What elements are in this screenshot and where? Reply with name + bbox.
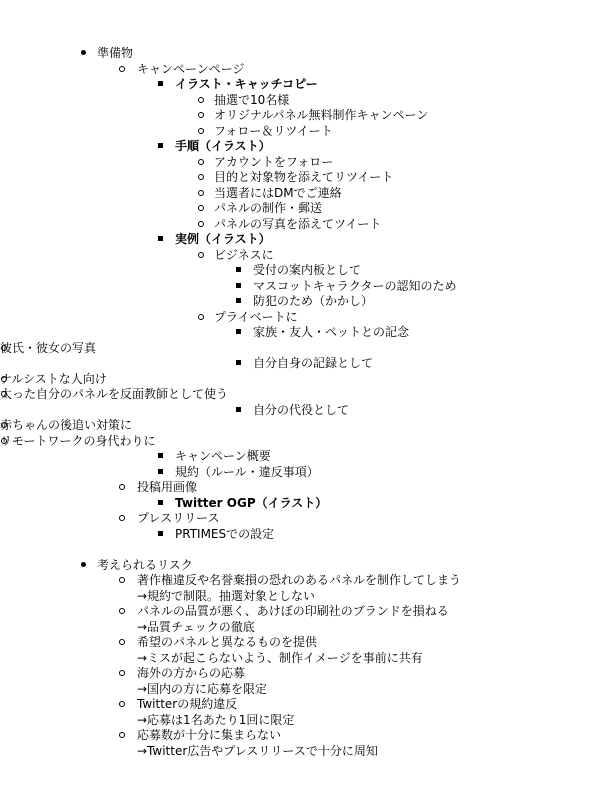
outline-item-text: 太った自分のパネルを反面教師として使う: [0, 387, 229, 401]
outline-item-text: 目的と対象物を添えてリツイート: [214, 170, 394, 184]
countermeasure-text: →品質チェックの徹底: [137, 619, 255, 634]
bullet-marker: [118, 510, 126, 526]
bullet-marker: [157, 464, 165, 480]
outline-item: [0, 123, 603, 139]
outline-item-text: ナルシストな人向け: [0, 371, 107, 386]
outline-item: [0, 76, 603, 92]
outline-item-text: 手順（イラスト）: [175, 139, 271, 153]
bullet-marker: [118, 479, 126, 495]
outline-item: [0, 61, 603, 77]
outline-item-text: 彼氏・彼女の写真: [0, 340, 97, 355]
bullet-marker: [235, 293, 243, 309]
outline-item-text: アカウントをフォロー: [214, 154, 334, 169]
bullet-marker: [197, 107, 205, 123]
countermeasure-text: →Twitter広告やプレスリリースで十分に周知: [137, 743, 378, 758]
outline-item: [0, 169, 603, 185]
bullet-marker: [235, 278, 243, 294]
risk-countermeasure: [0, 619, 603, 635]
outline-item-text: 自分自身の記録として: [253, 356, 374, 370]
bullet-marker: [197, 123, 205, 139]
risk-countermeasure: [0, 743, 603, 759]
outline-item-text: ビジネスに: [214, 247, 274, 262]
bullet-marker: [197, 200, 205, 216]
outline-item-text: 当選者にはDMでご連絡: [214, 185, 342, 200]
outline-item-text: プライベートに: [214, 309, 298, 324]
outline-item: [0, 278, 603, 294]
outline-item-text: 著作権違反や名誉棄損の恐れのあるパネルを制作してしまう: [137, 573, 462, 587]
outline-item: [0, 634, 603, 650]
outline-item-text: 受付の案内板として: [253, 263, 362, 277]
risk-countermeasure: [0, 681, 603, 697]
bullet-marker: [197, 216, 205, 232]
bullet-marker: [197, 309, 205, 325]
outline-item: [0, 138, 603, 154]
outline-item-text: 自分の代役として: [253, 402, 350, 417]
section-title: 準備物: [97, 46, 134, 60]
outline-item: [0, 727, 603, 743]
outline-item-text: オリジナルパネル無料制作キャンペーン: [214, 108, 429, 122]
outline-item-text: プレスリリース: [137, 511, 220, 525]
outline-item-text: Twitterの規約違反: [137, 697, 238, 711]
outline-item: [0, 340, 603, 356]
outline-item: [0, 154, 603, 170]
outline-item-text: 実例（イラスト）: [175, 232, 271, 246]
section-title: 考えられるリスク: [97, 557, 193, 572]
outline-item-text: 希望のパネルと異なるものを提供: [137, 635, 318, 649]
outline-item-text: PRTIMESでの設定: [175, 526, 275, 541]
bullet-marker: [197, 185, 205, 201]
outline-item: [0, 448, 603, 464]
outline-item-text: リモートワークの身代わりに: [0, 433, 156, 448]
outline-item: [0, 479, 603, 495]
risk-countermeasure: [0, 650, 603, 666]
outline-item-text: パネルの制作・郵送: [214, 201, 323, 215]
outline-item-text: 家族・友人・ペットとの記念: [253, 325, 410, 339]
outline-item-text: キャンペーン概要: [175, 449, 271, 463]
bullet-marker: [80, 557, 88, 573]
risk-countermeasure: [0, 588, 603, 604]
section-heading: [0, 557, 603, 573]
outline-item-text: Twitter OGP（イラスト）: [175, 495, 328, 510]
countermeasure-text: →国内の方に応募を限定: [137, 681, 268, 696]
bullet-marker: [157, 231, 165, 247]
outline-item: [0, 247, 603, 263]
bullet-marker: [118, 634, 126, 650]
bullet-marker: [157, 495, 165, 511]
bullet-marker: [197, 247, 205, 263]
outline-item-text: パネルの写真を添えてツイート: [214, 216, 382, 231]
outline-item-text: 規約（ルール・違反事項）: [175, 464, 319, 479]
outline-item: [0, 107, 603, 123]
outline-item: [0, 309, 603, 325]
bullet-marker: [235, 324, 243, 340]
outline-item: [0, 526, 603, 542]
outline-item: [0, 231, 603, 247]
outline-item-text: 応募数が十分に集まらない: [137, 728, 282, 742]
bullet-marker: [235, 355, 243, 371]
outline-item: [0, 92, 603, 108]
outline-item: [0, 324, 603, 340]
outline-item: [0, 572, 603, 588]
outline-item: [0, 185, 603, 201]
outline-item: [0, 696, 603, 712]
outline-item: [0, 386, 603, 402]
outline-item: [0, 665, 603, 681]
outline-item-text: イラスト・キャッチコピー: [175, 77, 318, 91]
outline-item-text: 投稿用画像: [137, 480, 198, 494]
bullet-marker: [235, 402, 243, 418]
outline-item-text: 海外の方からの応募: [137, 666, 246, 680]
bullet-marker: [197, 92, 205, 108]
outline-item: [0, 433, 603, 449]
outline-item: [0, 293, 603, 309]
outline-item-text: マスコットキャラクターの認知のため: [253, 278, 457, 293]
outline-item-text: フォロー＆リツイート: [214, 123, 333, 138]
outline-item: [0, 464, 603, 480]
bullet-marker: [157, 138, 165, 154]
outline-item-text: 赤ちゃんの後追い対策に: [0, 418, 133, 432]
outline-item: [0, 216, 603, 232]
risk-countermeasure: [0, 712, 603, 728]
outline-item: [0, 495, 603, 511]
outline-item-text: キャンペーンページ: [137, 61, 245, 76]
outline-item-text: 防犯のため（かかし）: [253, 294, 374, 308]
outline-item: [0, 603, 603, 619]
bullet-marker: [197, 154, 205, 170]
countermeasure-text: →規約で制限。抽選対象としない: [137, 588, 316, 603]
bullet-marker: [118, 572, 126, 588]
outline-item: [0, 355, 603, 371]
countermeasure-text: →応募は1名あたり1回に限定: [137, 712, 295, 727]
bullet-marker: [157, 526, 165, 542]
outline-item: [0, 402, 603, 418]
bullet-marker: [118, 665, 126, 681]
outline-item-text: パネルの品質が悪く、あけぼの印刷社のブランドを損ねる: [137, 604, 449, 618]
outline-item: [0, 200, 603, 216]
bullet-marker: [118, 727, 126, 743]
bullet-marker: [118, 603, 126, 619]
countermeasure-text: →ミスが起こらないよう、制作イメージを事前に共有: [137, 650, 423, 665]
bullet-marker: [118, 61, 126, 77]
outline-item-text: 抽選で10名様: [214, 92, 290, 107]
bullet-marker: [118, 696, 126, 712]
outline-item: [0, 510, 603, 526]
bullet-marker: [197, 169, 205, 185]
outline-item: [0, 262, 603, 278]
outline-item: [0, 371, 603, 387]
bullet-marker: [157, 448, 165, 464]
outline-item: [0, 417, 603, 433]
bullet-marker: [80, 45, 88, 61]
bullet-marker: [157, 76, 165, 92]
section-heading: [0, 45, 603, 61]
bullet-marker: [235, 262, 243, 278]
